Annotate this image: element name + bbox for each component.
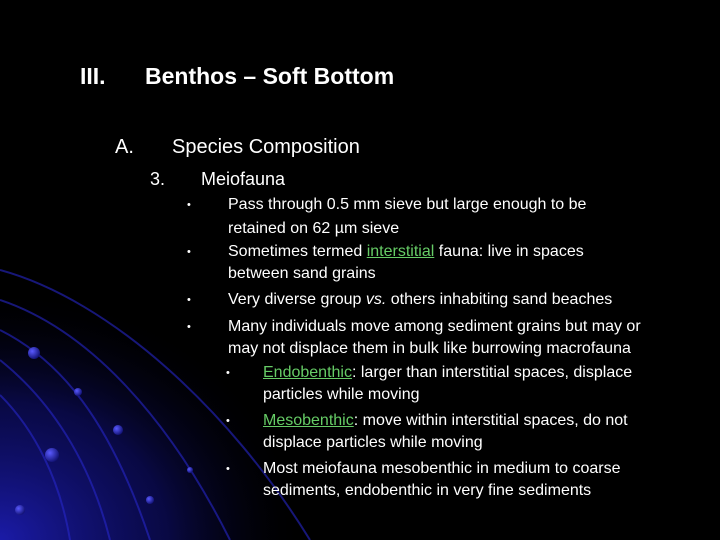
bullet-4-line-1: Many individuals move among sediment grains but may or xyxy=(228,318,641,335)
bullet-glyph: • xyxy=(226,463,230,475)
bullet-3-prefix: Very diverse group xyxy=(228,291,366,308)
subbullet-1-line-1 xyxy=(263,361,632,385)
bullet-2-suffix: fauna: live in spaces xyxy=(434,243,584,260)
term-interstitial: interstitial xyxy=(366,243,435,260)
bullet-glyph: • xyxy=(187,294,191,306)
bullet-glyph: • xyxy=(187,246,191,258)
bullet-2-line-2: between sand grains xyxy=(228,265,376,282)
bullet-glyph: • xyxy=(226,367,230,379)
subbullet-3-line-2: sediments, endobenthic in very fine sediments xyxy=(263,482,592,499)
title-numeral: III. xyxy=(80,63,106,89)
page-title: Benthos – Soft Bottom xyxy=(145,63,395,89)
subbullet-2-line-1 xyxy=(263,409,628,433)
bullet-3-suffix: others inhabiting sand beaches xyxy=(386,291,613,308)
subsection-heading: Meiofauna xyxy=(201,169,286,189)
bullet-2-line-1 xyxy=(228,240,584,264)
subbullet-3-line-1: Most meiofauna mesobenthic in medium to coarse xyxy=(263,460,621,477)
subsection-number: 3. xyxy=(150,169,166,189)
bullet-glyph: • xyxy=(226,415,230,427)
bullet-1-line-1: Pass through 0.5 mm sieve but large enough to be xyxy=(228,196,587,213)
bullet-1-line-2: retained on 62 µm sieve xyxy=(228,220,400,237)
bullet-glyph: • xyxy=(187,321,191,333)
bullet-glyph: • xyxy=(187,199,191,211)
bullet-4-line-2: may not displace them in bulk like burrowing macrofauna xyxy=(228,340,631,357)
subbullet-2-rest: : move within interstitial spaces, do not xyxy=(353,412,628,429)
subbullet-2-line-2: displace particles while moving xyxy=(263,434,483,451)
section-heading: Species Composition xyxy=(172,136,360,158)
bullet-3-line-1 xyxy=(228,288,612,312)
bullet-2-prefix: Sometimes termed xyxy=(228,243,367,260)
bullet-3-italic: vs. xyxy=(365,291,387,308)
subbullet-1-line-2: particles while moving xyxy=(263,386,420,403)
section-letter: A. xyxy=(115,136,134,158)
subbullet-1-rest: : larger than interstitial spaces, displace xyxy=(351,364,633,381)
term-endobenthic: Endobenthic xyxy=(263,364,352,381)
term-mesobenthic: Mesobenthic xyxy=(263,412,354,429)
